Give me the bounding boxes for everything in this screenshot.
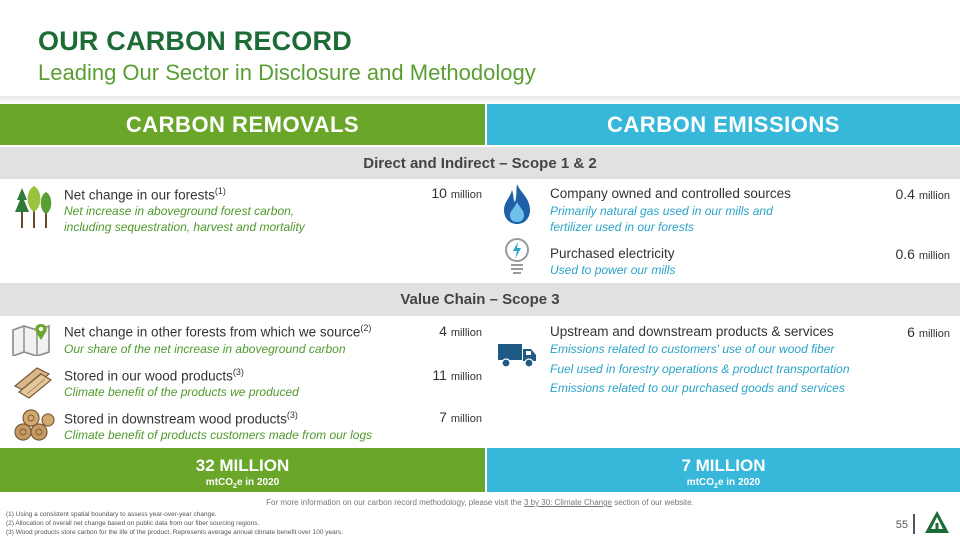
downstream-products-subtitle: Climate benefit of products customers made from our logs bbox=[64, 428, 373, 442]
more-info-text: For more information on our carbon record methodology, please visit the 3 by 30: Climate Change section of our website. bbox=[266, 498, 694, 507]
upstream-downstream-line-2: Fuel used in forestry operations & product transportation bbox=[550, 362, 850, 376]
company-sources-subtitle-1: Primarily natural gas used in our mills and bbox=[550, 204, 773, 218]
upstream-downstream-value: 6 million bbox=[907, 324, 950, 340]
removals-total bbox=[0, 448, 485, 492]
climate-change-link[interactable]: 3 by 30: Climate Change bbox=[523, 498, 612, 507]
emissions-total bbox=[487, 448, 960, 492]
trees-icon bbox=[12, 184, 56, 235]
upstream-downstream-line-3: Emissions related to our purchased goods and services bbox=[550, 381, 845, 395]
scope12-band: Direct and Indirect – Scope 1 & 2 bbox=[0, 147, 960, 179]
electricity-title: Purchased electricity bbox=[550, 246, 675, 261]
upstream-downstream-line-1: Emissions related to customers' use of our wood fiber bbox=[550, 342, 835, 356]
other-forests-subtitle: Our share of the net increase in aboveground carbon bbox=[64, 342, 346, 356]
logs-icon bbox=[13, 406, 55, 447]
company-sources-subtitle-2: fertilizer used in our forests bbox=[550, 220, 695, 234]
company-sources-value: 0.4 million bbox=[895, 186, 950, 202]
wood-products-subtitle: Climate benefit of the products we produced bbox=[64, 385, 299, 399]
lightbulb-icon bbox=[503, 236, 531, 281]
forests-title: Net change in our forests$^{(1)}$ bbox=[64, 186, 226, 203]
carbon-emissions-header: CARBON EMISSIONS bbox=[487, 104, 960, 145]
footnote-1: (1) Using a consistent spatial boundary to assess year-over-year change. bbox=[6, 511, 217, 518]
electricity-value: 0.6 million bbox=[895, 246, 950, 262]
removals-total-unit: mtCO$_2$e in 2020 bbox=[205, 477, 280, 490]
footnote-2: (2) Allocation of overall net change based on public data from our fiber sourcing regions. bbox=[6, 520, 260, 527]
truck-icon bbox=[497, 342, 537, 373]
lumber-icon bbox=[13, 364, 53, 405]
company-sources-title: Company owned and controlled sources bbox=[550, 186, 791, 201]
forests-value: 10 million bbox=[431, 185, 482, 201]
emissions-total-value: 7 MILLION bbox=[681, 456, 766, 475]
flame-icon bbox=[500, 182, 534, 231]
scope3-band: Value Chain – Scope 3 bbox=[0, 283, 960, 316]
forests-subtitle-2: including sequestration, harvest and mortality bbox=[64, 220, 305, 234]
page-number: 55 bbox=[895, 519, 908, 531]
carbon-removals-header: CARBON REMOVALS bbox=[0, 104, 485, 145]
forests-subtitle-1: Net increase in aboveground forest carbon, bbox=[64, 204, 295, 218]
electricity-subtitle: Used to power our mills bbox=[550, 263, 676, 277]
page-subtitle: Leading Our Sector in Disclosure and Methodology bbox=[38, 60, 536, 85]
header-shadow bbox=[0, 96, 960, 104]
other-forests-value: 4 million bbox=[439, 323, 482, 339]
page-divider bbox=[913, 514, 915, 534]
wood-products-title: Stored in our wood products$^{(3)}$ bbox=[64, 367, 244, 384]
downstream-products-value: 7 million bbox=[439, 409, 482, 425]
other-forests-title: Net change in other forests from which we source$^{(2)}$ bbox=[64, 323, 372, 340]
downstream-products-title: Stored in downstream wood products$^{(3)}$ bbox=[64, 410, 298, 427]
map-icon bbox=[11, 322, 53, 361]
footnote-3: (3) Wood products store carbon for the life of the product. Represents average annual climate benefit over 100 years. bbox=[6, 529, 343, 536]
upstream-downstream-title: Upstream and downstream products & services bbox=[550, 324, 834, 339]
company-logo-icon bbox=[924, 510, 950, 539]
removals-total-value: 32 MILLION bbox=[195, 456, 290, 475]
emissions-total-unit: mtCO$_2$e in 2020 bbox=[686, 477, 761, 490]
page-title: OUR CARBON RECORD bbox=[38, 26, 352, 56]
wood-products-value: 11 million bbox=[432, 367, 482, 383]
